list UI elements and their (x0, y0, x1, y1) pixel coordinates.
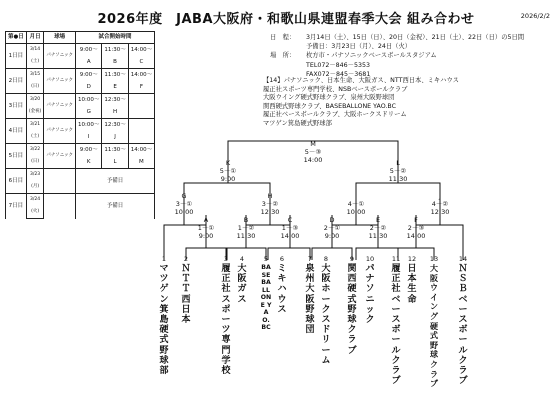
game-cell: C (128, 56, 154, 69)
game-cell: E (102, 81, 128, 94)
game-cell: F (128, 81, 154, 94)
match-node-h: H 3－② 12:30 (260, 192, 280, 216)
match-node-b: B 1－② 11:30 (236, 216, 256, 240)
team-name: BASEBALLONE YAO.BC (260, 264, 272, 331)
team-number: 13 (429, 255, 439, 263)
dow-cell: (土) (26, 131, 44, 144)
teams-line: マツゲン箕島硬式野球部 (263, 119, 332, 127)
time-cell: 9:00～ (76, 69, 102, 82)
header-start-time: 試合開始時間 (76, 32, 155, 44)
dow-cell: (月) (26, 181, 44, 194)
time-cell: 14:00～ (128, 144, 154, 157)
teams-line: 履正社ベースボールクラブ、大阪ホークスドリーム (263, 111, 407, 119)
team-number: 12 (407, 255, 417, 263)
match-node-c: C 1－③ 14:00 (280, 216, 300, 240)
game-cell: J (102, 131, 128, 144)
document-date: 2026/2/2 (520, 12, 550, 20)
day-cell: 4日目 (6, 119, 27, 144)
team-name: ＮＴＴ西日本 (181, 264, 191, 326)
time-cell: 12:30～ (102, 119, 128, 132)
match-node-a: A 1－① 9:00 (197, 216, 215, 240)
venue-cell: パナソニック (44, 69, 76, 94)
team-number: 8 (323, 255, 329, 263)
team-number: 6 (279, 255, 285, 263)
dow-cell: (日) (26, 156, 44, 169)
date-cell: 3/14 (26, 44, 44, 57)
team-number: 4 (239, 255, 245, 263)
team-number: 11 (391, 255, 401, 263)
dow-cell: (日) (26, 81, 44, 94)
time-cell: 12:30～ (102, 94, 128, 107)
game-cell: A (76, 56, 102, 69)
team-number: 2 (183, 255, 189, 263)
team-name: 大阪ウイング硬式野球クラブ (430, 264, 438, 389)
match-node-k: K 5－① 9:00 (219, 159, 237, 183)
team-name: マツゲン箕島硬式野球部 (159, 264, 169, 377)
dow-cell: (金祝) (26, 106, 44, 119)
teams-line: 履正社スポーツ専門学校、NSBベースボールクラブ (263, 85, 408, 93)
team-name: 関西硬式野球クラブ (347, 264, 357, 356)
match-node-e: E 2－② 11:30 (368, 216, 388, 240)
game-cell: G (76, 106, 102, 119)
time-cell: 14:00～ (128, 44, 154, 57)
teams-line: 大阪ウイング硬式野球クラブ、泉州大阪野球団 (263, 94, 395, 102)
team-number: 9 (349, 255, 355, 263)
page-title: 2026年度 JABA大阪府・和歌山県連盟春季大会 組み合わせ (97, 12, 475, 27)
date-cell: 3/23 (26, 169, 44, 182)
tel-line: TEL072－846－5353 (306, 61, 370, 69)
match-node-j: J 4－② 12:30 (430, 192, 450, 216)
venue-cell: パナソニック (44, 44, 76, 69)
date-cell: 3/21 (26, 119, 44, 132)
day-cell: 6日目 (6, 169, 27, 194)
team-number: 5 (263, 255, 269, 263)
game-cell: M (128, 156, 154, 169)
team-name: 大阪ホークスドリーム (321, 264, 331, 366)
venue-line: 場 所： 枚方市・パナソニックベースボールスタジアム (270, 52, 437, 60)
header-day: 第●日 (6, 32, 27, 44)
day-cell: 7日目 (6, 194, 27, 219)
time-cell: 9:00～ (76, 44, 102, 57)
header-venue: 球場 (44, 32, 76, 44)
match-node-g: G 3－① 10:00 (174, 192, 194, 216)
team-number: 3 (223, 255, 229, 263)
game-cell: L (102, 156, 128, 169)
game-cell: I (76, 131, 102, 144)
venue-cell: パナソニック (44, 119, 76, 144)
reserve-day-cell: 予備日 (76, 194, 155, 219)
dow-cell: (火) (26, 206, 44, 219)
game-cell: D (76, 81, 102, 94)
team-number: 7 (307, 255, 313, 263)
team-name: ＮＳＢベースボールクラブ (458, 264, 468, 387)
team-name: 履正社スポーツ専門学校 (221, 264, 231, 377)
day-cell: 2日目 (6, 69, 27, 94)
reserve-day-cell: 予備日 (76, 169, 155, 194)
day-cell: 5日目 (6, 144, 27, 169)
team-name: 日本生命 (407, 264, 417, 305)
dow-cell: (土) (26, 56, 44, 69)
time-cell: 14:00～ (128, 69, 154, 82)
date-cell: 3/24 (26, 194, 44, 207)
time-cell: 11:30～ (102, 44, 128, 57)
day-cell: 1日目 (6, 44, 27, 69)
match-node-m: M 5－③ 14:00 (303, 140, 323, 164)
match-node-d: D 2－① 9:00 (323, 216, 341, 240)
team-name: 大阪ガス (237, 264, 247, 305)
time-cell: 9:00～ (76, 144, 102, 157)
period-line: 日 程： 3月14日（土）、15日（日）、20日（金祝）、21日（土）、22日（日）の5日間 (270, 34, 525, 41)
team-number: 14 (458, 255, 468, 263)
reserve-line: 予備日：3月23日（月）、24日（火） (306, 43, 412, 51)
team-name: ミキハウス (277, 264, 287, 315)
venue-cell: パナソニック (44, 94, 76, 119)
day-cell: 3日目 (6, 94, 27, 119)
match-node-l: L 5－② 11:30 (388, 159, 408, 183)
game-cell: K (76, 156, 102, 169)
header-date: 月日 (26, 32, 44, 44)
team-number: 1 (161, 255, 167, 263)
time-cell: 10:00～ (76, 119, 102, 132)
team-name: 履正社ベースボールクラブ (391, 264, 401, 387)
time-cell: 11:30～ (102, 144, 128, 157)
time-cell: 11:30～ (102, 69, 128, 82)
venue-cell: パナソニック (44, 144, 76, 169)
game-cell: B (102, 56, 128, 69)
fax-line: FAX072－845－3681 (306, 70, 371, 78)
game-cell: H (102, 106, 128, 119)
match-node-f: F 2－③ 14:00 (406, 216, 426, 240)
teams-line: 【14】パナソニック、日本生命、大阪ガス、NTT西日本、ミキハウス (263, 77, 459, 84)
date-cell: 3/15 (26, 69, 44, 82)
team-name: 泉州大阪野球団 (305, 264, 315, 336)
time-cell: 10:00～ (76, 94, 102, 107)
date-cell: 3/22 (26, 144, 44, 157)
date-cell: 3/20 (26, 94, 44, 107)
team-number: 10 (365, 255, 375, 263)
team-name: パナソニック (365, 264, 375, 326)
teams-line: 関西硬式野球クラブ、BASEBALLONE YAO.BC (263, 102, 396, 110)
match-node-i: I 4－① 10:00 (346, 192, 366, 216)
